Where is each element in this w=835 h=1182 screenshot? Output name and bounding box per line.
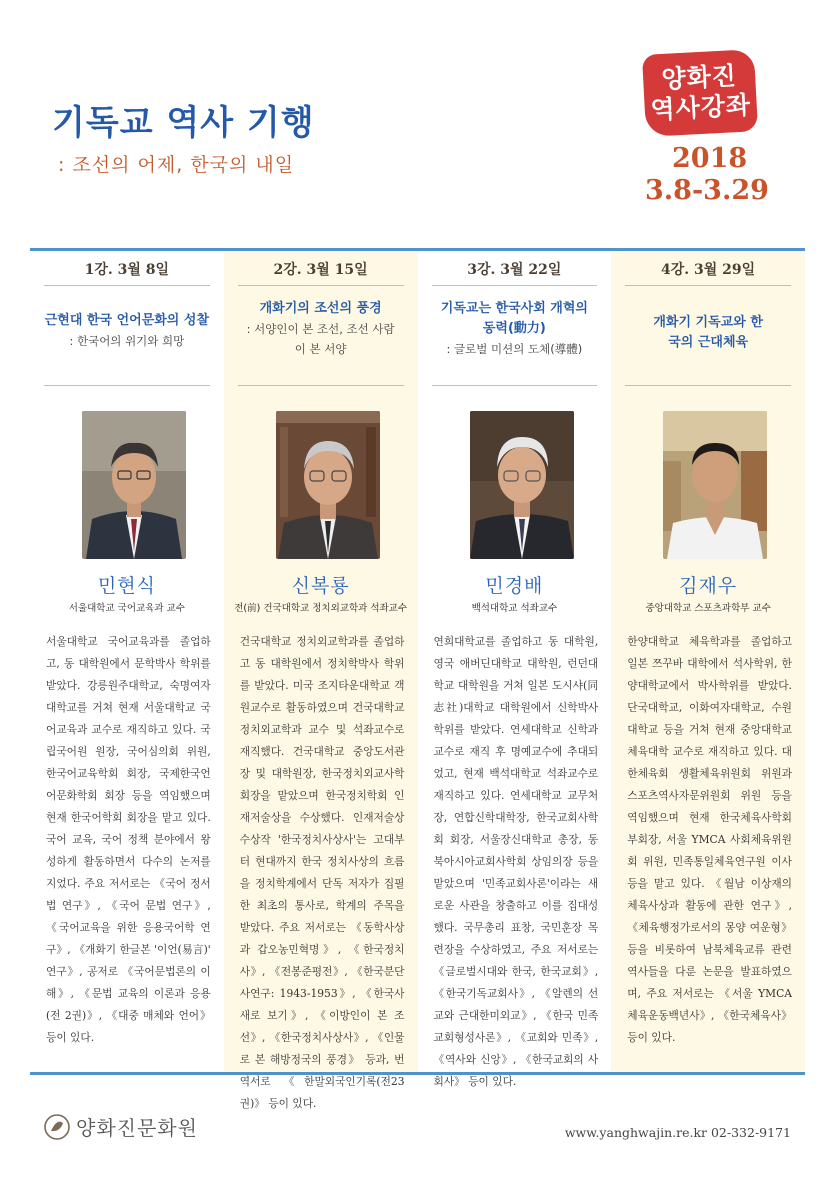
divider <box>238 285 404 286</box>
lecture-columns <box>30 251 805 1110</box>
organization-name: 양화진문화원 <box>76 1116 198 1140</box>
topic-title: 근현대 한국 언어문화의 성찰 <box>44 313 210 328</box>
lecture-session: 2강. 3월 15일 <box>273 262 368 278</box>
seal-line-1: 양화진 <box>660 61 738 94</box>
divider <box>44 385 210 386</box>
lecture-column-1 <box>30 251 224 1072</box>
speaker-name: 민현식 <box>97 575 156 597</box>
lecture-series-seal <box>642 49 758 137</box>
speaker-bio: 건국대학교 정치외교학과를 졸업하고 동 대학원에서 정치학박사 학위를 받았다. 미국 조지타운대학교 객원교수로 활동하였으며 건국대학교 정치외교학과 교수 및 석좌교수로 재직했다. 건국대학교 중앙도서관장 및 대학원장, 한국정치외교사학회장을 맡았으며 한국정치학회 인재저술상을 수상했다. 인재저술상 수상작 '한국정치사상사'는 고대부터 현대까지 한국 정치사상의 흐름을 정치학계에서 단독 저자가 집필한 최초의 통사로, 학계의 주목을 받았다. 주요 저서로는 《동학사상과 갑오농민혁명》, 《한국정치사》, 《전봉준평전》, 《한국분단사연구: 1943-1953》, 《한국사 새로 보기》, 《이방인이 본 조선》, 《한국정치사상사》, 《인물로 본 해방정국의 풍경》 등과, 번역서로 《한말외국인기록(전23권)》 등이 있다. <box>239 635 405 1110</box>
event-dates: 3.8-3.29 <box>645 175 769 206</box>
topic-subtitle: : 서양인이 본 조선, 조선 사람이 본 서양 <box>246 322 395 356</box>
speaker-affiliation: 백석대학교 석좌교수 <box>471 603 558 614</box>
speaker-bio: 연희대학교를 졸업하고 동 대학원, 영국 애버딘대학교 대학원, 런던대학교 대학원을 거쳐 일본 도시샤(同志社)대학교 대학원에서 신학박사 학위를 받았다. 연세대학교 신학과 교수로 재직 후 명예교수에 추대되었고, 현재 백석대학교 석좌교수로 재직하고 있다. 연세대학교 교무처장, 연합신학대학장, 한국교회사학회 회장, 서울장신대학교 총장, 동북아시아교회사학회 상임의장 등을 맡았으며 '민족교회사론'이라는 새로운 사관을 창출하고 이를 집대성했다. 국무총리 표창, 국민훈장 목련장을 수상하였고, 주요 저서로는 《글로벌시대와 한국, 한국교회》, 《한국기독교회사》, 《알렌의 선교와 근대한미외교》, 《한국 민족교회형성사론》, 《교회와 민족》, 《역사와 신앙》, 《한국교회의 사회사》 등이 있다. <box>433 635 599 1088</box>
divider <box>432 285 598 286</box>
speaker-name: 민경배 <box>485 575 544 597</box>
speaker-name: 김재우 <box>679 575 738 597</box>
speaker-photo <box>82 411 186 559</box>
page-subtitle: : 조선의 어제, 한국의 내일 <box>58 154 295 176</box>
speaker-photo <box>663 411 767 559</box>
speaker-affiliation: 서울대학교 국어교육과 교수 <box>68 603 185 614</box>
lecture-topic <box>34 311 220 351</box>
speaker-photo <box>470 411 574 559</box>
topic-title: 개화기의 조선의 풍경 <box>259 301 382 316</box>
organization-logo <box>44 1112 198 1141</box>
divider <box>238 385 404 386</box>
divider <box>625 385 791 386</box>
lecture-topic <box>615 313 801 353</box>
lecture-column-3 <box>418 251 612 1088</box>
lecture-column-2 <box>224 251 418 1110</box>
speaker-affiliation: 중앙대학교 스포츠과학부 교수 <box>645 603 771 614</box>
speaker-bio: 한양대학교 체육학과를 졸업하고 일본 쯔꾸바 대학에서 석사학위, 한양대학교에서 박사학위를 받았다. 단국대학교, 이화여자대학교, 수원대학교 등을 거쳐 현재 중앙대학교 체육대학 교수로 재직하고 있다. 대한체육회 생활체육위원회 위원과 스포츠역사자문위원회 위원 등을 역임했으며 현재 한국체육사학회 부회장, 서울 YMCA 사회체육위원회 위원, 민족통일체육연구원 이사 등을 맡고 있다. 《월남 이상재의 체육사상과 활동에 관한 연구》, 《체육행정가로서의 몽양 여운형》 등을 비롯하여 남북체육교류 관련 역사들을 다룬 논문을 발표하였으며, 주요 저서로는 《서울 YMCA 체육운동백년사》, 《한국체육사》 등이 있다. <box>627 635 792 1044</box>
topic-subtitle: : 한국어의 위기와 희망 <box>69 334 185 348</box>
speaker-bio: 서울대학교 국어교육과를 졸업하고, 동 대학원에서 문학박사 학위를 받았다. 강릉원주대학교, 숙명여자대학교를 거쳐 현재 서울대학교 국어교육과 교수로 재직하고 있다. 국립국어원 원장, 국어심의회 위원, 한국어교육학회 회장, 국제한국언어문화학회 회장 등을 역임했으며 현재 한국어학회 회장을 맡고 있다. 국어 교육, 국어 정책 분야에서 왕성하게 활동하면서 다수의 논저를 지었다. 주요 저서로는 《국어 정서법 연구》, 《국어 문법 연구》, 《국어교육을 위한 응용국어학 연구》, 《개화기 한글본 '이언(易言)' 연구》, 공저로 《국어문법론의 이해》, 《문법 교육의 이론과 응용(전 2권)》, 《대중 매체와 언어》 등이 있다. <box>46 635 211 1044</box>
divider <box>432 385 598 386</box>
bottom-divider <box>30 1072 805 1075</box>
speaker-photo <box>276 411 380 559</box>
lecture-topic <box>422 299 608 359</box>
page-title: 기독교 역사 기행 <box>52 103 315 143</box>
topic-title: 개화기 기독교와 한국의 근대체육 <box>653 315 763 350</box>
contact-info: www.yanghwajin.re.kr 02-332-9171 <box>564 1125 791 1140</box>
topic-title: 기독교는 한국사회 개혁의 동력(動力) <box>440 301 588 336</box>
speaker-affiliation: 전(前) 건국대학교 정치외교학과 석좌교수 <box>234 603 408 614</box>
event-year: 2018 <box>672 143 748 174</box>
divider <box>625 285 791 286</box>
lecture-session: 3강. 3월 22일 <box>467 262 562 278</box>
topic-subtitle: : 글로벌 미션의 도체(導體) <box>446 342 583 356</box>
lecture-topic <box>228 299 414 359</box>
seal-line-2: 역사강좌 <box>649 90 752 125</box>
lecture-session: 4강. 3월 29일 <box>661 262 756 278</box>
lecture-session: 1강. 3월 8일 <box>84 262 170 278</box>
leaf-emblem-icon <box>44 1114 70 1140</box>
divider <box>44 285 210 286</box>
speaker-name: 신복룡 <box>291 575 350 597</box>
lecture-column-4 <box>611 251 805 1072</box>
